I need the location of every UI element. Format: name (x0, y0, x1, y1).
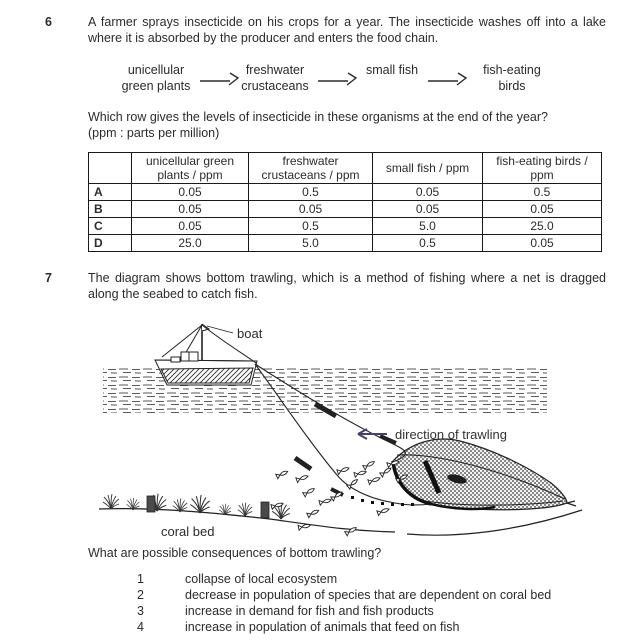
table-header-crustaceans: freshwater crustaceans / ppm (249, 153, 373, 184)
option-number: 3 (137, 604, 144, 618)
food-chain-item-small-fish: small fish (365, 63, 419, 77)
cell: 0.05 (132, 184, 249, 201)
cell: 5.0 (373, 218, 483, 235)
table-header-blank (89, 153, 132, 184)
bottom-trawling-diagram (95, 303, 585, 555)
table-row (89, 235, 602, 252)
cell: 0.5 (483, 184, 602, 201)
question-6-stem: A farmer sprays insecticide on his crops for a year. The insecticide washes off into a lake where it is absorbed by the producer and enters the food chain. (88, 15, 606, 45)
row-label: B (89, 201, 132, 218)
trawl-net (393, 439, 576, 510)
cell: 0.05 (373, 201, 483, 218)
food-chain-arrow (426, 71, 468, 87)
question-6-prompt: Which row gives the levels of insecticide in these organisms at the end of the year? (88, 110, 548, 124)
table-header-plants: unicellular green plants / ppm (132, 153, 249, 184)
food-chain-arrow (316, 71, 358, 87)
option-text: increase in demand for fish and fish products (185, 604, 434, 618)
question-7-options (137, 571, 551, 635)
cell: 0.05 (483, 201, 602, 218)
table-header-small-fish: small fish / ppm (373, 153, 483, 184)
fish-school (271, 459, 409, 536)
option-number: 2 (137, 588, 144, 602)
table-header-birds: fish-eating birds / ppm (483, 153, 602, 184)
food-chain-item-birds: fish-eating birds (483, 63, 541, 93)
insecticide-levels-table (88, 152, 602, 252)
question-6-number: 6 (45, 15, 52, 29)
option-2 (137, 587, 551, 603)
food-chain-arrow (198, 71, 240, 87)
option-text: decrease in population of species that are dependent on coral bed (185, 588, 552, 602)
row-label: A (89, 184, 132, 201)
cell: 0.05 (483, 235, 602, 252)
question-6-note: (ppm : parts per million) (88, 126, 220, 140)
cell: 0.05 (373, 184, 483, 201)
cell: 0.05 (132, 201, 249, 218)
cell: 5.0 (249, 235, 373, 252)
table-row (89, 184, 602, 201)
option-text: collapse of local ecosystem (185, 572, 338, 586)
boat-label: boat (237, 326, 263, 341)
coral-bed-label: coral bed (161, 524, 215, 539)
question-7-number: 7 (45, 271, 52, 285)
coral-bed (103, 494, 290, 519)
cell: 0.05 (132, 218, 249, 235)
table-row (89, 201, 602, 218)
cell: 25.0 (132, 235, 249, 252)
row-label: C (89, 218, 132, 235)
table-row (89, 218, 602, 235)
food-chain-item-producer: unicellular green plants (121, 63, 191, 93)
option-1 (137, 571, 551, 587)
cell: 0.05 (249, 201, 373, 218)
question-7-stem: The diagram shows bottom trawling, which is a method of fishing where a net is dragged along the seabed to catch fish. (88, 271, 606, 301)
cell: 0.5 (249, 218, 373, 235)
option-text: increase in population of animals that feed on fish (185, 620, 460, 634)
food-chain-item-crustaceans: freshwater crustaceans (241, 63, 309, 93)
option-number: 4 (137, 620, 144, 634)
row-label: D (89, 235, 132, 252)
coral-stub (261, 502, 269, 518)
cell: 25.0 (483, 218, 602, 235)
question-7-prompt: What are possible consequences of bottom trawling? (88, 546, 382, 560)
table-header-row (89, 153, 602, 184)
direction-of-trawling-label: direction of trawling (395, 427, 507, 442)
coral-stub (147, 496, 155, 512)
cell: 0.5 (249, 184, 373, 201)
option-number: 1 (137, 572, 144, 586)
cell: 0.5 (373, 235, 483, 252)
option-4 (137, 619, 551, 635)
option-3 (137, 603, 551, 619)
